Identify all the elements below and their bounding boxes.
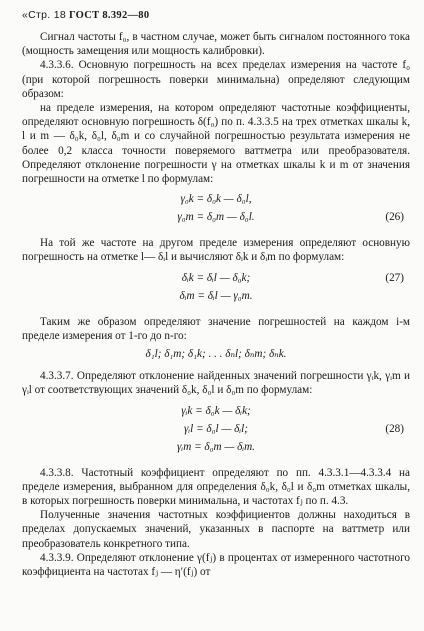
page-header	[22, 8, 149, 23]
paragraph-4-3-3-6: 4.3.3.6. Основную погрешность на всех пределах измерения на частоте f₀ (при которой погрешность поверки минимальна) определяют следующим образом:	[22, 59, 410, 100]
formula-27-number: (27)	[385, 271, 404, 284]
paragraph-procedure: на пределе измерения, на котором определяют частотные коэффициенты, определяют основную погрешность δ(f₀) по п. 4.3.3.5 на трех отметках шкалы k, l и m — δ₀k, δ₀l, δ₀m и со случайной погрешностью результата измерения не более 0,2 класса точности поверяемого ваттметра или преобразователя. Определяют отклонение погрешности γ на отметках шкалы k и m от значения погрешности на отметке l по формулам:	[22, 102, 410, 186]
formula-26-line-1: γ₀k = δ₀k — δ₀l,	[180, 193, 252, 206]
paragraph-4-3-3-7: 4.3.3.7. Определяют отклонение найденных значений погрешности γᵢk, γᵢm и γᵢl от соответствующих значений δ₀k, δ₀l и δ₀m по формулам:	[22, 370, 410, 397]
formula-27-line-1: δᵢk = δᵢl — δ₀k; (27)	[181, 271, 404, 284]
paragraph-other-range: На той же частоте на другом пределе измерения определяют основную погрешность на отметке l— δᵢl и вычисляют δᵢk и δᵢm по формулам:	[22, 237, 410, 264]
formula-27-line-2: δᵢm = δᵢl — γ₀m.	[179, 289, 253, 302]
standard-code: ГОСТ 8.392—80	[68, 10, 150, 21]
formula-28-line-1: γᵢk = δ₀k — δᵢk;	[181, 404, 251, 417]
formula-26-number: (26)	[385, 211, 404, 224]
paragraph-signal: Сигнал частоты f₀, в частном случае, может быть сигналом постоянного тока (мощность замещения или мощность калибровки).	[22, 31, 410, 58]
paragraph-coefficients: Полученные значения частотных коэффициентов должны находиться в пределах допускаемых значений, указанных в паспорте на ваттметр или преобразователь конкретного типа.	[22, 509, 410, 550]
error-sequence: δ₁l; δ₁m; δ₁k; . . . δₙl; δₙm; δₙk.	[145, 348, 287, 361]
paragraph-each-range: Таким же образом определяют значение погрешностей на каждом i-м пределе измерения от 1-го до n-го:	[22, 315, 410, 342]
formula-28-line-2: γᵢl = δ₀l — δᵢl; (28)	[184, 422, 404, 435]
paragraph-4-3-3-9: 4.3.3.9. Определяют отклонение γ(fⱼ) в процентах от измеренного частотного коэффициента на частотах fⱼ — η′(fⱼ) от	[22, 551, 410, 579]
paragraph-4-3-3-8: 4.3.3.8. Частотный коэффициент определяют по пп. 4.3.3.1—4.3.3.4 на пределе измерения, выбранном для определения δ₀k, δ₀l и δ₀m отметках шкалы, в которых погрешность поверки минимальна, и частотах fⱼ по п. 4.3.	[22, 466, 410, 508]
formula-26	[22, 192, 410, 228]
document-body	[22, 30, 410, 579]
formula-28-line-3: γᵢm = δ₀m — δᵢm.	[177, 440, 255, 453]
formula-28	[22, 404, 410, 458]
formula-27	[22, 271, 410, 307]
formula-28-number: (28)	[385, 422, 404, 435]
formula-26-line-2: γ₀m = δ₀m — δ₀l. (26)	[177, 211, 404, 224]
page-number: «Стр. 18	[22, 9, 66, 21]
